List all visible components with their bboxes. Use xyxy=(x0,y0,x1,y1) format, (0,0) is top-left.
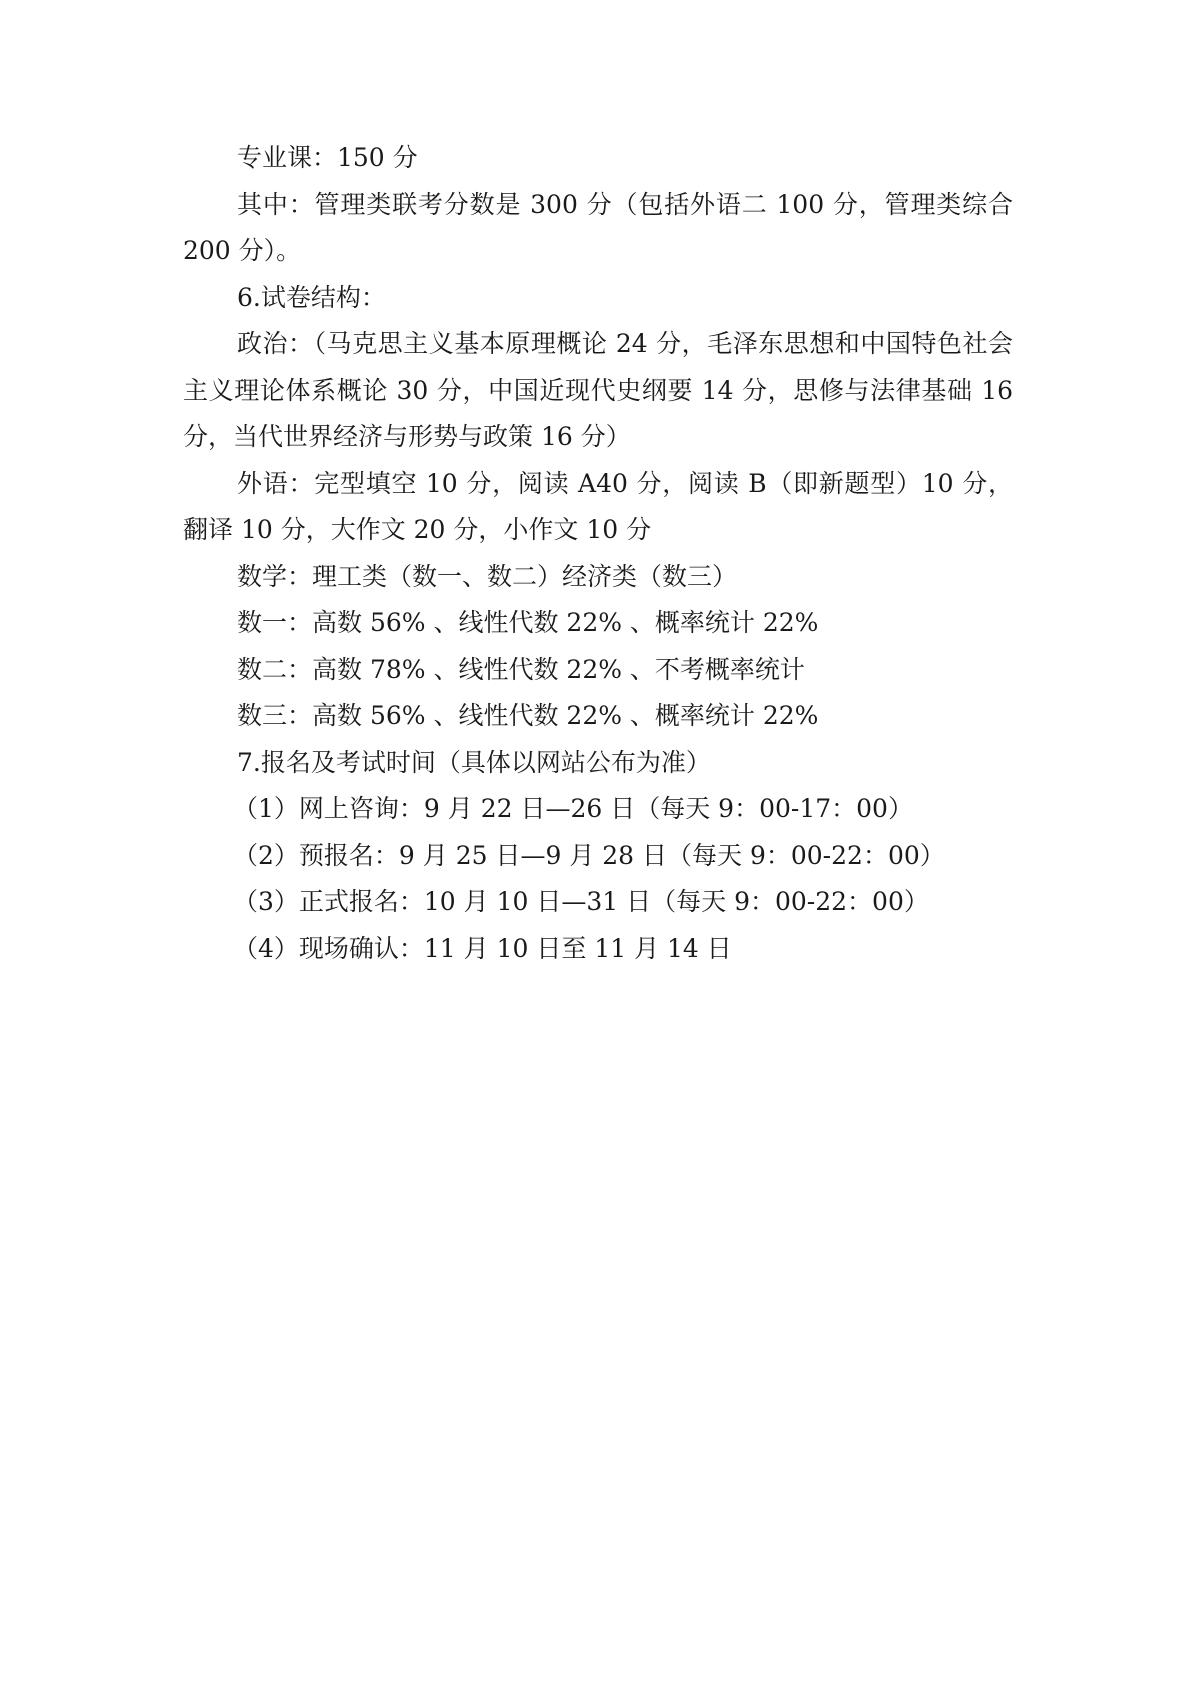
paragraph-management-exam: 其中：管理类联考分数是 300 分（包括外语二 100 分，管理类综合 200 分）。 xyxy=(183,189,1013,265)
list-item-onsite-confirmation: （4）现场确认：11 月 10 日至 11 月 14 日 xyxy=(233,933,732,963)
paragraph-foreign-language: 外语：完型填空 10 分，阅读 A40 分，阅读 B（即新题型）10 分，翻译 10 分，大作文 20 分，小作文 10 分 xyxy=(183,468,1013,544)
paragraph-math-two: 数二：高数 78% 、线性代数 22% 、不考概率统计 xyxy=(237,654,805,684)
paragraph-math-one: 数一：高数 56% 、线性代数 22% 、概率统计 22% xyxy=(237,608,819,637)
list-item-pre-registration: （2）预报名：9 月 25 日—9 月 28 日（每天 9：00-22：00） xyxy=(233,840,945,870)
heading-registration-schedule: 7.报名及考试时间（具体以网站公布为准） xyxy=(237,747,711,777)
document-body xyxy=(183,135,1013,972)
paragraph-professional-course: 专业课：150 分 xyxy=(237,143,418,172)
list-item-online-consult: （1）网上咨询：9 月 22 日—26 日（每天 9：00-17：00） xyxy=(233,794,913,823)
paragraph-math: 数学：理工类（数一、数二）经济类（数三） xyxy=(237,561,738,591)
paragraph-math-three: 数三：高数 56% 、线性代数 22% 、概率统计 22% xyxy=(237,701,819,730)
paragraph-politics: 政治：（马克思主义基本原理概论 24 分，毛泽东思想和中国特色社会主义理论体系概论 30 分，中国近现代史纲要 14 分，思修与法律基础 16 分，当代世界经济与形势与政策 16 分） xyxy=(183,329,1013,451)
list-item-formal-registration: （3）正式报名：10 月 10 日—31 日（每天 9：00-22：00） xyxy=(233,887,929,916)
heading-paper-structure: 6.试卷结构： xyxy=(237,282,386,312)
